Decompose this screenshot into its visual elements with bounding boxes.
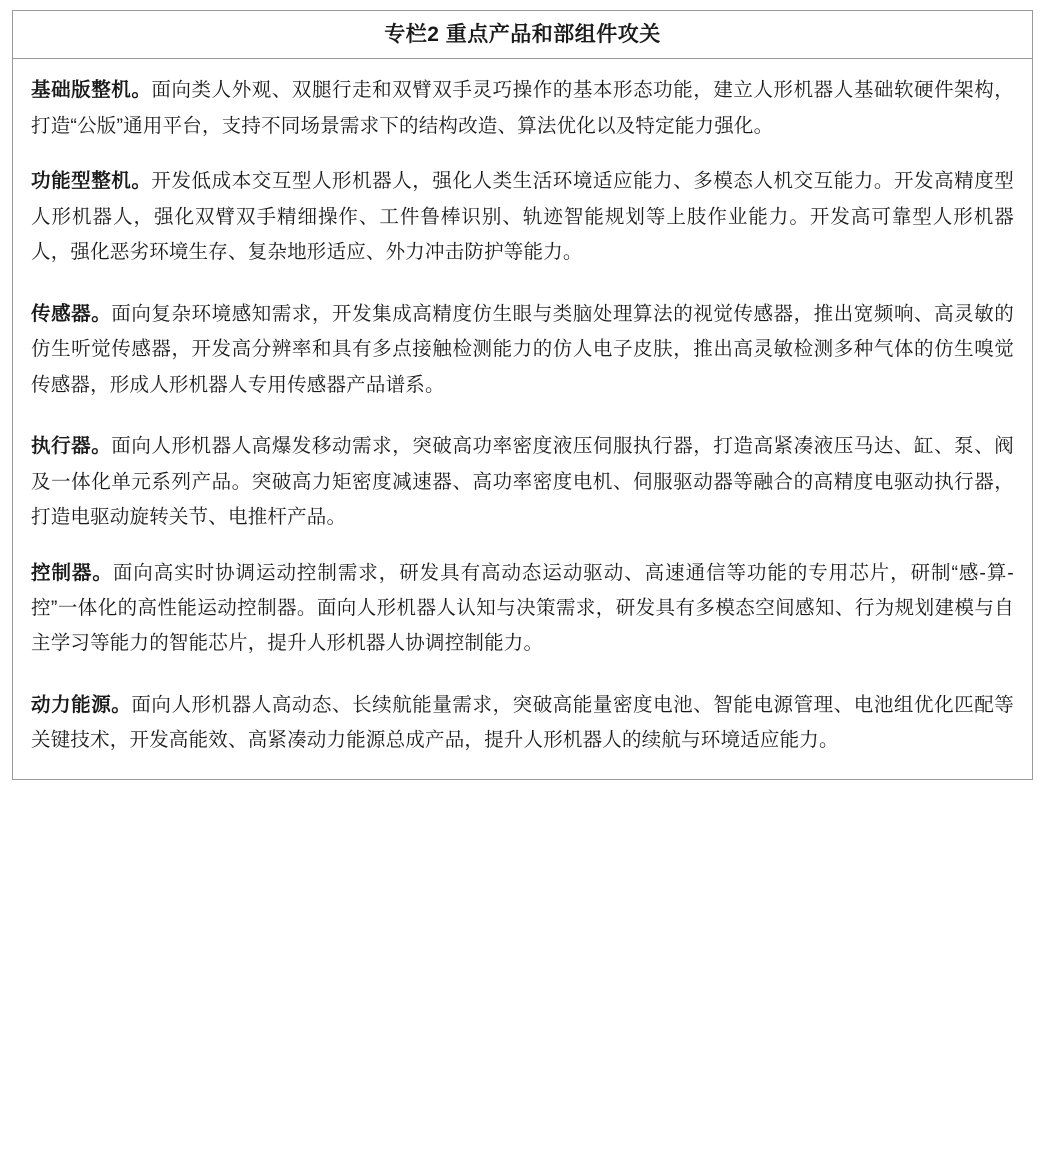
paragraph-lead: 基础版整机。: [31, 79, 152, 102]
paragraph-lead: 动力能源。: [31, 693, 132, 716]
paragraph: [31, 73, 1014, 144]
paragraph-text: 面向类人外观、双腿行走和双臂双手灵巧操作的基本形态功能，建立人形机器人基础软硬件架构，打造“公版”通用平台，支持不同场景需求下的结构改造、算法优化以及特定能力强化。: [31, 79, 1014, 137]
paragraph-text: 面向高实时协调运动控制需求，研发具有高动态运动驱动、高速通信等功能的专用芯片，研制“感-算-控”一体化的高性能运动控制器。面向人形机器人认知与决策需求，研发具有多模态空间感知、行为规划建模与自主学习等能力的智能芯片，提升人形机器人协调控制能力。: [31, 561, 1014, 655]
paragraph-text: 面向复杂环境感知需求，开发集成高精度仿生眼与类脑处理算法的视觉传感器，推出宽频响、高灵敏的仿生听觉传感器，开发高分辨率和具有多点接触检测能力的仿人电子皮肤，推出高灵敏检测多种气体的仿生嗅觉传感器，形成人形机器人专用传感器产品谱系。: [31, 302, 1014, 396]
paragraph-lead: 执行器。: [31, 435, 112, 458]
paragraph-text: 开发低成本交互型人形机器人，强化人类生活环境适应能力、多模态人机交互能力。开发高精度型人形机器人，强化双臂双手精细操作、工件鲁棒识别、轨迹智能规划等上肢作业能力。开发高可靠型人形机器人，强化恶劣环境生存、复杂地形适应、外力冲击防护等能力。: [31, 170, 1014, 264]
paragraph-lead: 控制器。: [31, 561, 113, 584]
paragraph: [31, 556, 1014, 662]
paragraph-lead: 功能型整机。: [31, 170, 152, 193]
paragraph: [31, 429, 1014, 535]
paragraph-lead: 传感器。: [31, 302, 112, 325]
paragraph-text: 面向人形机器人高爆发移动需求，突破高功率密度液压伺服执行器，打造高紧凑液压马达、缸、泵、阀及一体化单元系列产品。突破高力矩密度减速器、高功率密度电机、伺服驱动器等融合的高精度电驱动执行器，打造电驱动旋转关节、电推杆产品。: [31, 435, 1014, 529]
paragraph: [31, 164, 1014, 270]
paragraph-text: 面向人形机器人高动态、长续航能量需求，突破高能量密度电池、智能电源管理、电池组优化匹配等关键技术，开发高能效、高紧凑动力能源总成产品，提升人形机器人的续航与环境适应能力。: [31, 693, 1014, 752]
callout-box: [12, 10, 1033, 780]
paragraph: [31, 688, 1014, 759]
paragraph: [31, 297, 1014, 403]
box-body: [13, 59, 1032, 779]
box-title: 专栏2 重点产品和部组件攻关: [13, 11, 1032, 59]
